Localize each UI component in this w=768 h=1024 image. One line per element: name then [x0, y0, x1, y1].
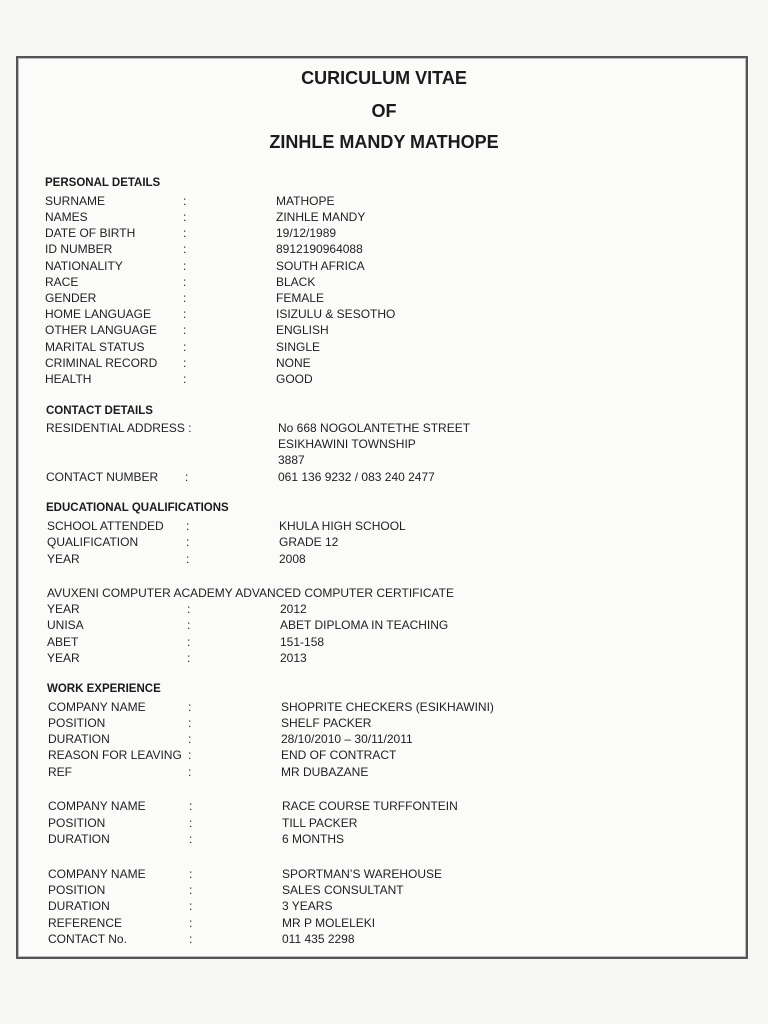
row-value: ISIZULU & SESOTHO: [276, 307, 396, 321]
row-value: 151-158: [280, 635, 325, 649]
row-label: SURNAME: [45, 194, 106, 208]
row-label: QUALIFICATION: [47, 535, 139, 549]
row-value: SINGLE: [276, 340, 321, 354]
row-value: SALES CONSULTANT: [282, 883, 404, 897]
document-title: CURICULUM VITAE: [301, 68, 467, 88]
row-label: DURATION: [48, 832, 110, 846]
row-label: POSITION: [48, 883, 106, 897]
row-label: CRIMINAL RECORD: [45, 356, 158, 370]
row-label: DURATION: [48, 899, 110, 913]
row-value: ENGLISH: [276, 323, 329, 337]
row-value: 19/12/1989: [276, 226, 337, 240]
row-colon: :: [189, 883, 193, 897]
row-colon: :: [189, 867, 193, 881]
row-colon: :: [183, 275, 187, 289]
row-label: DATE OF BIRTH: [45, 226, 136, 240]
document-title-name: ZINHLE MANDY MATHOPE: [269, 132, 499, 152]
address-line-2: ESIKHAWINI TOWNSHIP: [278, 437, 416, 451]
row-value: BLACK: [276, 275, 316, 289]
personal-details-heading: PERSONAL DETAILS: [45, 177, 161, 189]
address-line-3: 3887: [278, 453, 305, 467]
row-value: END OF CONTRACT: [281, 748, 397, 762]
row-colon: :: [188, 716, 192, 730]
row-label: NATIONALITY: [45, 259, 123, 273]
row-value: SHELF PACKER: [281, 716, 372, 730]
row-label: COMPANY NAME: [48, 799, 146, 813]
row-label: UNISA: [47, 618, 84, 632]
address-line-1: No 668 NOGOLANTETHE STREET: [278, 421, 471, 435]
row-label: REASON FOR LEAVING: [48, 748, 182, 762]
row-value: GOOD: [276, 372, 313, 386]
row-value: MR P MOLELEKI: [282, 916, 376, 930]
row-colon: :: [183, 242, 187, 256]
row-colon: :: [183, 291, 187, 305]
row-colon: :: [188, 700, 192, 714]
education-heading: EDUCATIONAL QUALIFICATIONS: [46, 502, 229, 514]
row-colon: :: [183, 307, 187, 321]
row-colon: :: [189, 916, 193, 930]
row-label: CONTACT NUMBER: [46, 470, 159, 484]
row-label: COMPANY NAME: [48, 867, 146, 881]
row-colon: :: [189, 899, 193, 913]
row-colon: :: [183, 210, 187, 224]
row-label: ABET: [47, 635, 79, 649]
row-value: FEMALE: [276, 291, 325, 305]
row-colon: :: [185, 470, 189, 484]
row-value: 8912190964088: [276, 242, 363, 256]
certificate-line: AVUXENI COMPUTER ACADEMY ADVANCED COMPUTER CERTIFICATE: [47, 586, 454, 600]
row-value: SPORTMAN’S WAREHOUSE: [282, 867, 443, 881]
row-label: COMPANY NAME: [48, 700, 146, 714]
row-colon: :: [187, 602, 191, 616]
row-colon: :: [188, 748, 192, 762]
row-label: GENDER: [45, 291, 97, 305]
row-label: NAMES: [45, 210, 88, 224]
row-colon: :: [187, 618, 191, 632]
row-label: SCHOOL ATTENDED: [47, 519, 164, 533]
row-colon: :: [183, 259, 187, 273]
work-experience-heading: WORK EXPERIENCE: [47, 683, 161, 695]
row-colon: :: [189, 832, 193, 846]
row-label: DURATION: [48, 732, 110, 746]
row-value: 011 435 2298: [282, 932, 355, 946]
row-label: RACE: [45, 275, 79, 289]
row-value: KHULA HIGH SCHOOL: [279, 519, 406, 533]
row-value: NONE: [276, 356, 311, 370]
row-colon: :: [183, 356, 187, 370]
row-colon: :: [186, 535, 190, 549]
row-colon: :: [186, 552, 190, 566]
row-value: 2008: [279, 552, 306, 566]
row-colon: :: [183, 226, 187, 240]
document-title-of: OF: [371, 101, 397, 121]
row-label: YEAR: [47, 552, 80, 566]
row-value: RACE COURSE TURFFONTEIN: [282, 799, 458, 813]
row-colon: :: [183, 323, 187, 337]
row-value: MATHOPE: [276, 194, 335, 208]
row-colon: :: [183, 194, 187, 208]
row-value: ZINHLE MANDY: [276, 210, 366, 224]
row-colon: :: [188, 765, 192, 779]
row-value: MR DUBAZANE: [281, 765, 369, 779]
row-value: SHOPRITE CHECKERS (ESIKHAWINI): [281, 700, 494, 714]
row-label: YEAR: [47, 651, 80, 665]
row-colon: :: [189, 932, 193, 946]
row-value: TILL PACKER: [282, 816, 358, 830]
row-label: HEALTH: [45, 372, 92, 386]
row-colon: :: [189, 816, 193, 830]
row-colon: :: [183, 340, 187, 354]
row-label: OTHER LANGUAGE: [45, 323, 158, 337]
row-value: 2013: [280, 651, 307, 665]
row-value: 6 MONTHS: [282, 832, 345, 846]
row-colon: :: [187, 651, 191, 665]
row-value: 2012: [280, 602, 307, 616]
row-value: ABET DIPLOMA IN TEACHING: [280, 618, 449, 632]
row-label: REFERENCE: [48, 916, 123, 930]
row-label: YEAR: [47, 602, 80, 616]
row-value: GRADE 12: [279, 535, 339, 549]
row-value: 061 136 9232 / 083 240 2477: [278, 470, 435, 484]
row-value: SOUTH AFRICA: [276, 259, 365, 273]
row-colon: :: [187, 635, 191, 649]
row-label: POSITION: [48, 716, 106, 730]
row-colon: :: [183, 372, 187, 386]
row-colon: :: [186, 519, 190, 533]
row-label: REF: [48, 765, 72, 779]
row-label: CONTACT No.: [48, 932, 127, 946]
row-label: POSITION: [48, 816, 106, 830]
row-value: 28/10/2010 – 30/11/2011: [281, 732, 413, 746]
row-value: 3 YEARS: [282, 899, 333, 913]
row-colon: :: [189, 799, 193, 813]
row-label: ID NUMBER: [45, 242, 113, 256]
row-label: MARITAL STATUS: [45, 340, 145, 354]
row-colon: :: [188, 732, 192, 746]
contact-details-heading: CONTACT DETAILS: [46, 405, 153, 417]
row-label: HOME LANGUAGE: [45, 307, 152, 321]
address-label: RESIDENTIAL ADDRESS :: [46, 421, 192, 435]
